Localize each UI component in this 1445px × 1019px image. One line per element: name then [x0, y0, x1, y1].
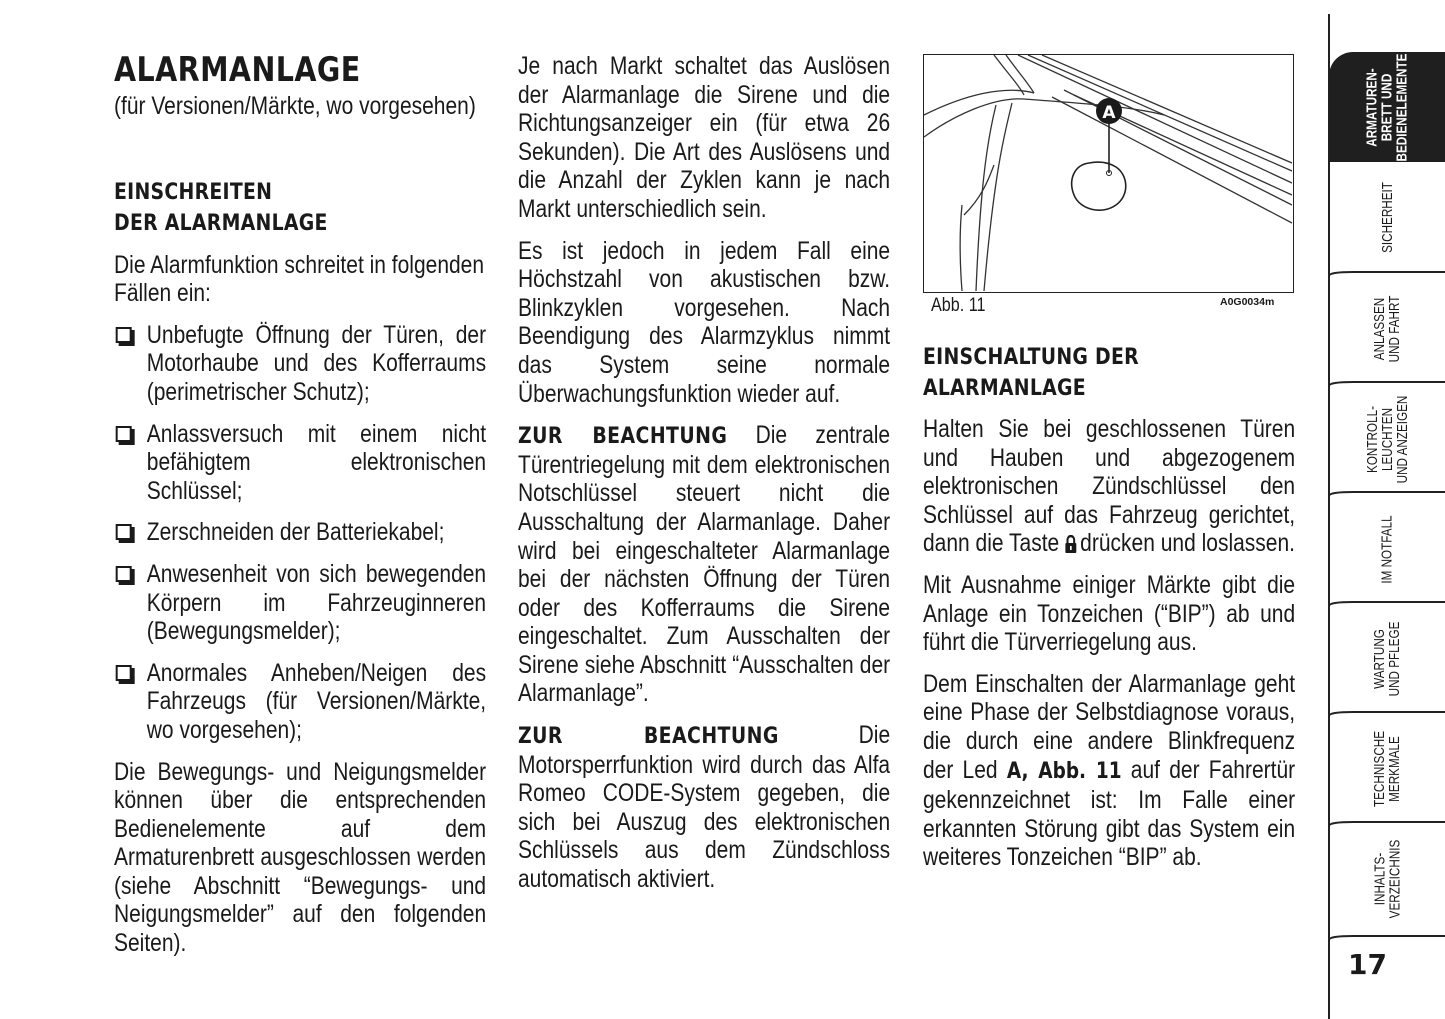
column-left-text: [114, 48, 486, 958]
list-item-text: Zerschneiden der Batteriekabel;: [146, 518, 445, 547]
section-heading-line-2: DER ALARMANLAGE: [114, 209, 328, 236]
tab-label: IM NOTFALL: [1378, 514, 1396, 584]
lock-icon: [1065, 535, 1077, 553]
tab-label: WARTUNG UND PFLEGE: [1370, 621, 1403, 697]
checkbox-bullet-icon: [116, 566, 132, 582]
paragraph-trigger-effects: Je nach Markt schaltet das Auslösen der Alarmanlage die Sirene und die Richtungsanzeiger ein (für etwa 26 Sekunden). Die Art des Auslösens und die Anzahl der Zyklen kann je nach Markt unterschiedlich sein.: [518, 52, 891, 223]
figure-code: A0G0034m: [1220, 296, 1275, 308]
selfdiagnosis-text-end: auf der Fahrertür gekennzeichnet ist: Im Falle einer erkannten Störung gibt das System ein weiteres Tonzeichen “BIP” ab.: [923, 755, 1296, 872]
section-heading-line-1: EINSCHALTUNG DER: [923, 344, 1139, 370]
tab-kontrollleuchten[interactable]: [1329, 384, 1445, 494]
checkbox-bullet-icon: [116, 524, 132, 540]
selfdiagnosis-text-start: Dem Einschalten der Alarmanlage geht eine Phase der Selbstdiagnose voraus, die durch eine andere Blinkfrequenz der Led: [923, 669, 1296, 784]
list-item: [114, 560, 486, 646]
section-heading-line-1: EINSCHREITEN: [114, 178, 273, 205]
list-item-text: Unbefugte Öffnung der Türen, der Motorhaube und des Kofferraums (perimetrischer Schutz);: [146, 320, 487, 406]
column-middle-text: [518, 52, 890, 894]
caution-label: ZUR BEACHTUNG: [518, 423, 728, 450]
door-led-figure: [923, 54, 1294, 293]
tab-sicherheit[interactable]: [1329, 162, 1445, 272]
paragraph-selfdiagnosis: [923, 670, 1295, 872]
section-heading-line-2: ALARMANLAGE: [923, 375, 1086, 401]
page-title: ALARMANLAGE: [114, 50, 361, 90]
column-middle: [518, 52, 890, 907]
tab-armaturenbrett[interactable]: [1329, 52, 1445, 162]
tab-label: ANLASSEN UND FAHRT: [1371, 295, 1403, 363]
tab-inhaltsverzeichnis[interactable]: [1329, 824, 1445, 934]
trigger-list: [114, 321, 486, 745]
list-item: [114, 518, 486, 547]
figure-caption: Abb. 11: [931, 295, 986, 316]
closing-paragraph: Die Bewegungs- und Neigungsmelder können über die entsprechenden Bedienelemente auf dem Armaturenbrett ausgeschlossen werden (siehe Abschnitt “Bewegungs- und Neigungsmelder” auf den folgenden Seiten).: [114, 757, 487, 958]
column-left: [114, 48, 486, 971]
page-subtitle: (für Versionen/Märkte, wo vorgesehen): [114, 92, 476, 120]
tab-label: SICHERHEIT: [1378, 181, 1396, 253]
paragraph-beep: Mit Ausnahme einiger Märkte gibt die Anlage ein Tonzeichen (“BIP”) ab und führt die Türverriegelung aus.: [923, 570, 1296, 657]
column-right: [923, 342, 1295, 885]
list-item-text: Anlassversuch mit einem nicht befähigtem elektronischen Schlüssel;: [146, 419, 487, 505]
tab-label: INHALTS- VERZEICHNIS: [1370, 839, 1403, 919]
paragraph-max-cycles: Es ist jedoch in jedem Fall eine Höchstzahl von akustischen bzw. Blinkzyklen vorgesehen. Nach Beendigung des Alarmzyklus nimmt das System seine normale Überwachungsfunktion wieder auf.: [518, 236, 891, 408]
caution-label: ZUR BEACHTUNG: [518, 723, 779, 750]
tab-label: KONTROLL- LEUCHTEN UND ANZEIGEN: [1363, 395, 1411, 483]
paragraph-activation: [923, 415, 1295, 558]
list-item: [114, 659, 486, 745]
tab-anlassen[interactable]: [1329, 274, 1445, 384]
figure-marker-label: A: [1102, 103, 1116, 123]
tab-label: ARMATUREN- BRETT UND BEDIENELEMENTE: [1363, 53, 1411, 161]
tab-technische-merkmale[interactable]: [1329, 714, 1445, 824]
caution-block-1: [518, 421, 890, 708]
list-item: [114, 321, 486, 407]
caution-text: Die zentrale Türentriegelung mit dem elektronischen Notschlüssel steuert nicht die Ausschaltung der Alarmanlage. Daher wird bei eingeschalteter Alarmanlage bei der nächsten Öffnung der Türen oder des Kofferraums die Sirene eingeschaltet. Zum Ausschalten der Sirene siehe Abschnitt “Ausschalten der Alarmanlage”.: [518, 421, 891, 708]
tab-im-notfall[interactable]: [1329, 494, 1445, 604]
list-item-text: Anwesenheit von sich bewegenden Körpern im Fahrzeuginneren (Bewegungsmelder);: [146, 559, 487, 646]
caution-block-2: [518, 721, 890, 894]
checkbox-bullet-icon: [116, 665, 132, 681]
caution-text: Die Motorsperrfunktion wird durch das Alfa Romeo CODE-System gegeben, die sich bei Auszug des elektronischen Schlüssels aus dem Zündschloss automatisch aktiviert.: [518, 721, 891, 894]
checkbox-bullet-icon: [116, 327, 132, 343]
list-item: [114, 420, 486, 506]
list-item-text: Anormales Anheben/Neigen des Fahrzeugs (für Versionen/Märkte, wo vorgesehen);: [146, 658, 487, 744]
tab-wartung[interactable]: [1329, 604, 1445, 714]
paragraph-activation-end: drücken und loslassen.: [1080, 529, 1295, 558]
page-number: 17: [1348, 948, 1387, 981]
column-right-text: [923, 342, 1295, 872]
figure-reference: A, Abb. 11: [1006, 758, 1122, 784]
checkbox-bullet-icon: [116, 426, 132, 442]
paragraph-activation-text: Halten Sie bei geschlossenen Türen und Hauben und abgezogenem elektronischen Zündschlüssel den Schlüssel auf das Fahrzeug gerichtet, dann die Taste: [923, 415, 1296, 558]
tab-label: TECHNISCHE MERKMALE: [1370, 730, 1403, 808]
section-heading-einschaltung: [923, 342, 1295, 404]
intro-paragraph: Die Alarmfunktion schreitet in folgenden Fällen ein:: [114, 250, 485, 308]
chapter-tabs: [1327, 0, 1445, 1019]
door-illustration: [924, 55, 1292, 291]
section-heading-einschreiten: [114, 177, 486, 239]
